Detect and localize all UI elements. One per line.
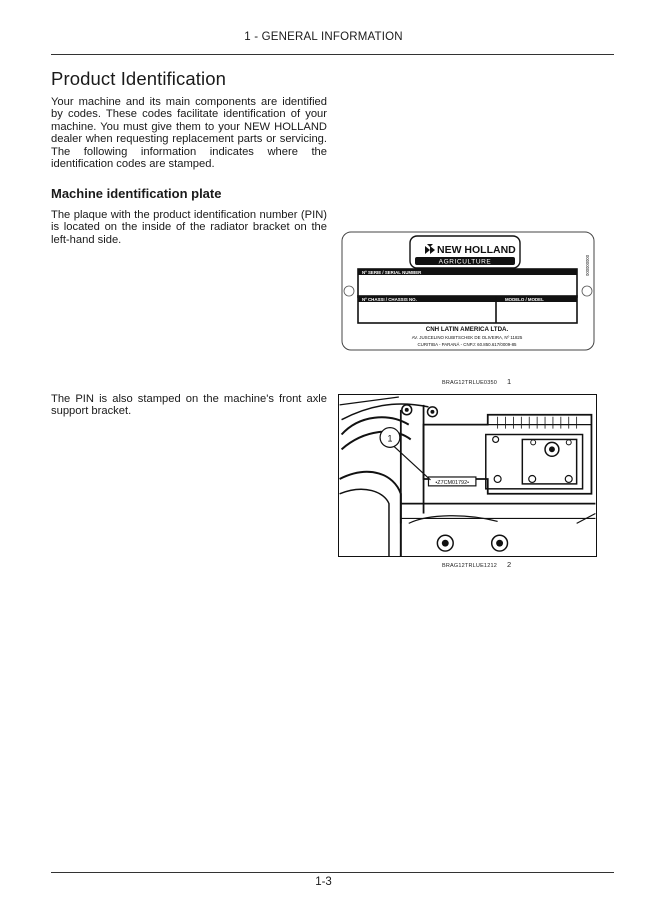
figure-2-number: 2 xyxy=(506,560,512,569)
plate-location-paragraph: The plaque with the product identification number (PIN) is located on the inside of the radiator bracket on the left-hand side. xyxy=(51,209,327,246)
subsection-title: Machine identification plate xyxy=(51,186,222,201)
axle-bracket-photo xyxy=(338,394,597,557)
left-rivet-hole xyxy=(344,286,354,296)
plate-side-code: 000000000 xyxy=(585,255,590,276)
figure-2-ref: BRAG12TRLUE1212 xyxy=(442,563,497,569)
plate-company-text: CNH LATIN AMERICA LTDA. xyxy=(425,326,509,333)
page-header: 1 - GENERAL INFORMATION xyxy=(244,31,403,43)
pin-stamp-text: •Z7CM01792• xyxy=(435,479,470,486)
serial-number-label: Nº SERIE / SERIAL NUMBER xyxy=(362,270,422,275)
figure-2-caption xyxy=(442,560,511,569)
chassis-number-label: Nº CHASSI / CHASSIS NO. xyxy=(362,297,417,302)
header-rule xyxy=(51,54,614,55)
pin-location-paragraph: The PIN is also stamped on the machine's front axle support bracket. xyxy=(51,393,327,418)
plate-division-text: AGRICULTURE xyxy=(438,258,492,266)
new-holland-logo xyxy=(410,236,520,268)
intro-paragraph: Your machine and its main components are identified by codes. These codes facilitate identification of your machine. You must give them to your NEW HOLLAND dealer when requesting replacement parts or servicing. The following information indicates where the identification codes are stamped. xyxy=(51,96,327,171)
callout-number: 1 xyxy=(387,433,393,444)
right-rivet-hole xyxy=(582,286,592,296)
page-number: 1-3 xyxy=(315,876,332,888)
identification-plate-figure xyxy=(341,231,595,351)
plate-brand-text: NEW HOLLAND xyxy=(437,244,516,256)
model-label: MODELO / MODEL xyxy=(505,297,544,302)
figure-1-number: 1 xyxy=(506,377,512,386)
figure-1-caption xyxy=(442,377,511,386)
figure-1-ref: BRAG12TRLUE0350 xyxy=(442,380,497,386)
plate-address-line2: CURITIBA - PARANÁ - CNPJ: 60.850.617/0009-85 xyxy=(417,342,517,347)
footer-rule xyxy=(51,872,614,873)
plate-address-line1: AV. JUSCELINO KUBITSCHEK DE OLIVEIRA, Nº 11825 xyxy=(411,335,523,340)
section-title: Product Identification xyxy=(51,68,226,89)
